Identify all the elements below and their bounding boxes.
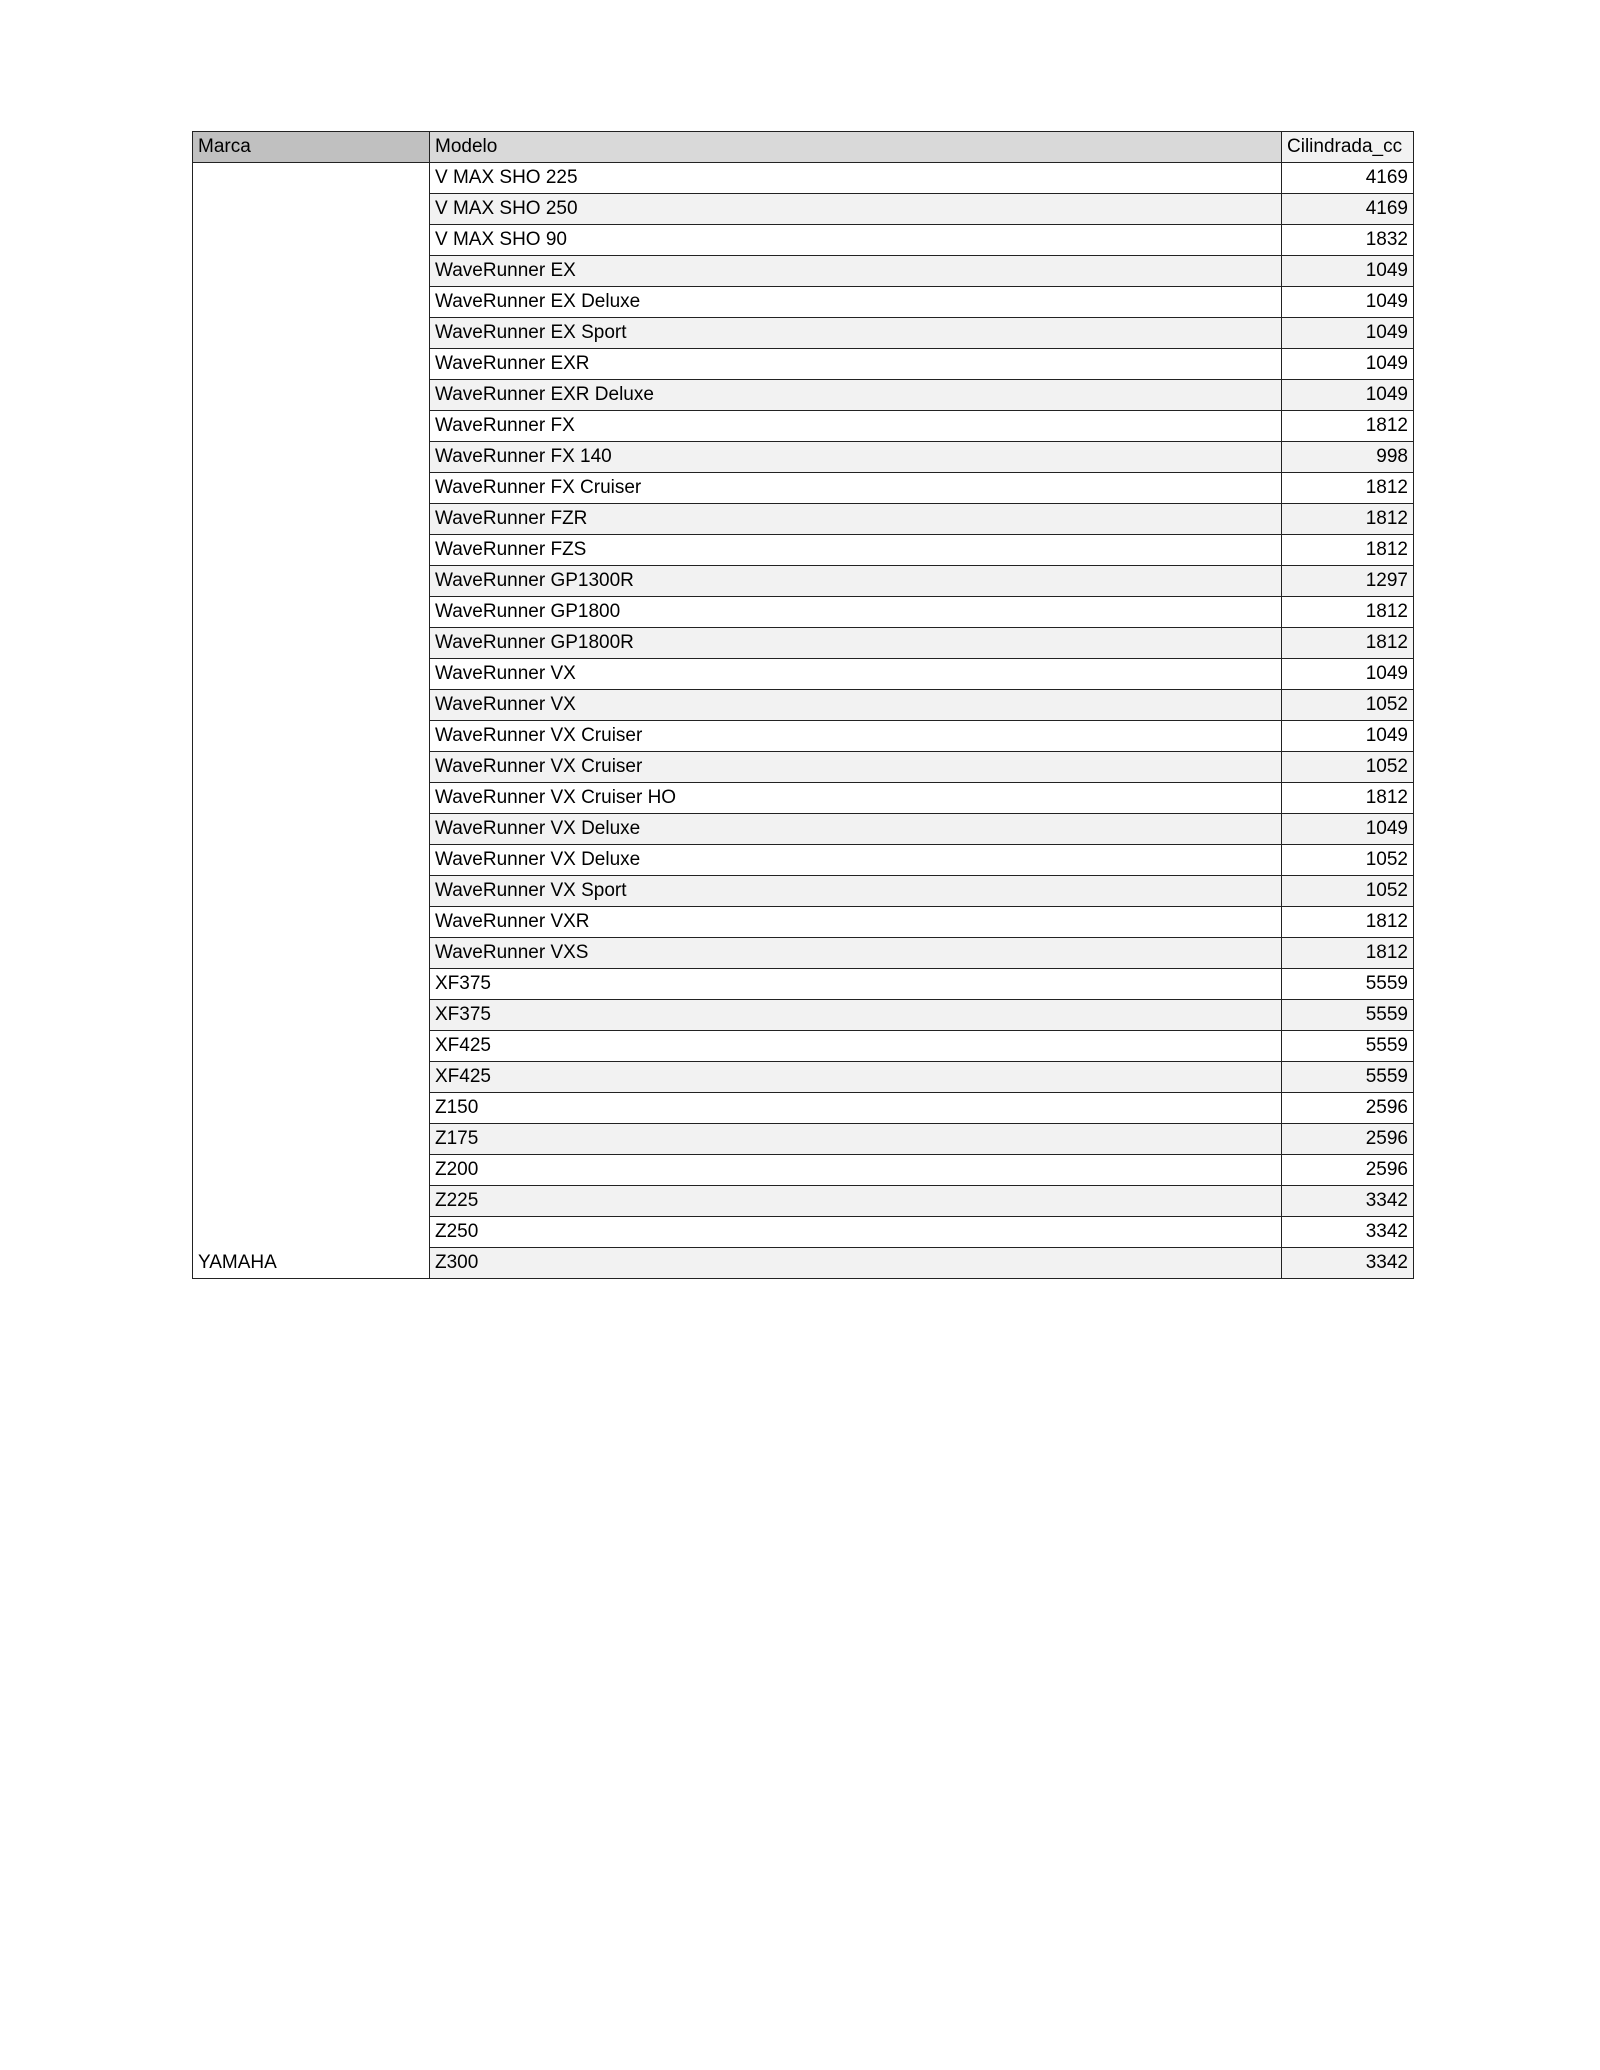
- table-row: [193, 1186, 1414, 1217]
- cell-cilindrada: 5559: [1282, 1031, 1414, 1062]
- cell-modelo: WaveRunner EX Sport: [430, 318, 1282, 349]
- table-row: [193, 1093, 1414, 1124]
- cell-cilindrada: 1049: [1282, 814, 1414, 845]
- cell-modelo: XF375: [430, 969, 1282, 1000]
- cell-marca: [193, 1000, 430, 1031]
- cell-marca: [193, 876, 430, 907]
- cell-modelo: WaveRunner EX: [430, 256, 1282, 287]
- table-row: [193, 411, 1414, 442]
- header-cilindrada: Cilindrada_cc: [1282, 132, 1414, 163]
- cell-cilindrada: 1049: [1282, 256, 1414, 287]
- cell-marca: [193, 318, 430, 349]
- header-modelo: Modelo: [430, 132, 1282, 163]
- cell-modelo: Z300: [430, 1248, 1282, 1279]
- table-row: [193, 1000, 1414, 1031]
- table-row: [193, 876, 1414, 907]
- cell-modelo: XF375: [430, 1000, 1282, 1031]
- cell-cilindrada: 1052: [1282, 876, 1414, 907]
- cell-modelo: XF425: [430, 1031, 1282, 1062]
- cell-modelo: WaveRunner VX Deluxe: [430, 845, 1282, 876]
- cell-cilindrada: 1052: [1282, 690, 1414, 721]
- table-row: [193, 907, 1414, 938]
- cell-marca: [193, 1124, 430, 1155]
- table-row: [193, 1031, 1414, 1062]
- table-row: [193, 473, 1414, 504]
- table-row: [193, 783, 1414, 814]
- cell-cilindrada: 1832: [1282, 225, 1414, 256]
- cell-marca: [193, 721, 430, 752]
- cell-modelo: WaveRunner FX: [430, 411, 1282, 442]
- cell-cilindrada: 1812: [1282, 907, 1414, 938]
- cell-marca: [193, 597, 430, 628]
- cell-modelo: WaveRunner GP1800: [430, 597, 1282, 628]
- table-header: [193, 132, 1414, 163]
- cell-cilindrada: 1049: [1282, 659, 1414, 690]
- cell-modelo: WaveRunner FZS: [430, 535, 1282, 566]
- cell-marca: [193, 256, 430, 287]
- table-row: [193, 628, 1414, 659]
- cell-marca: YAMAHA: [193, 1248, 430, 1279]
- cell-modelo: WaveRunner FZR: [430, 504, 1282, 535]
- table-row: [193, 1062, 1414, 1093]
- cell-modelo: V MAX SHO 225: [430, 163, 1282, 194]
- cell-modelo: WaveRunner VX Cruiser HO: [430, 783, 1282, 814]
- cell-modelo: Z225: [430, 1186, 1282, 1217]
- cell-marca: [193, 442, 430, 473]
- cell-cilindrada: 3342: [1282, 1248, 1414, 1279]
- cell-marca: [193, 783, 430, 814]
- cell-modelo: WaveRunner VX Deluxe: [430, 814, 1282, 845]
- table-row: [193, 969, 1414, 1000]
- cell-modelo: WaveRunner GP1800R: [430, 628, 1282, 659]
- cell-marca: [193, 1093, 430, 1124]
- cell-cilindrada: 1812: [1282, 411, 1414, 442]
- table-row: [193, 1124, 1414, 1155]
- cell-modelo: WaveRunner VX Cruiser: [430, 721, 1282, 752]
- cell-marca: [193, 535, 430, 566]
- cell-marca: [193, 380, 430, 411]
- cell-cilindrada: 3342: [1282, 1217, 1414, 1248]
- cell-cilindrada: 5559: [1282, 1062, 1414, 1093]
- cell-marca: [193, 1062, 430, 1093]
- table-row: [193, 163, 1414, 194]
- table-row: [193, 752, 1414, 783]
- cell-marca: [193, 1031, 430, 1062]
- cell-marca: [193, 1155, 430, 1186]
- table-row: [193, 1155, 1414, 1186]
- table-row: [193, 690, 1414, 721]
- table-row: [193, 597, 1414, 628]
- cell-modelo: WaveRunner EX Deluxe: [430, 287, 1282, 318]
- table-row: [193, 318, 1414, 349]
- table-row: [193, 845, 1414, 876]
- cell-marca: [193, 659, 430, 690]
- cell-cilindrada: 1297: [1282, 566, 1414, 597]
- cell-marca: [193, 225, 430, 256]
- cell-cilindrada: 2596: [1282, 1124, 1414, 1155]
- cell-modelo: Z200: [430, 1155, 1282, 1186]
- cell-cilindrada: 4169: [1282, 163, 1414, 194]
- cell-marca: [193, 163, 430, 194]
- cell-marca: [193, 752, 430, 783]
- cell-cilindrada: 1052: [1282, 845, 1414, 876]
- cell-cilindrada: 3342: [1282, 1186, 1414, 1217]
- table-row: [193, 814, 1414, 845]
- cell-modelo: WaveRunner FX 140: [430, 442, 1282, 473]
- cell-cilindrada: 1812: [1282, 473, 1414, 504]
- cell-cilindrada: 5559: [1282, 1000, 1414, 1031]
- cell-modelo: WaveRunner VXS: [430, 938, 1282, 969]
- cell-marca: [193, 287, 430, 318]
- cell-modelo: WaveRunner GP1300R: [430, 566, 1282, 597]
- cell-cilindrada: 1049: [1282, 318, 1414, 349]
- cell-marca: [193, 628, 430, 659]
- cell-marca: [193, 566, 430, 597]
- table-row: [193, 380, 1414, 411]
- cell-marca: [193, 349, 430, 380]
- table-row: [193, 225, 1414, 256]
- table-row: [193, 938, 1414, 969]
- table-body: [193, 163, 1414, 1279]
- cell-cilindrada: 4169: [1282, 194, 1414, 225]
- cell-modelo: Z150: [430, 1093, 1282, 1124]
- cell-marca: [193, 969, 430, 1000]
- table-row: [193, 287, 1414, 318]
- cell-modelo: V MAX SHO 90: [430, 225, 1282, 256]
- table-row: [193, 659, 1414, 690]
- cell-modelo: XF425: [430, 1062, 1282, 1093]
- cell-marca: [193, 690, 430, 721]
- table-row: [193, 256, 1414, 287]
- cell-cilindrada: 1049: [1282, 380, 1414, 411]
- cell-cilindrada: 1812: [1282, 597, 1414, 628]
- cell-marca: [193, 1186, 430, 1217]
- table-row: [193, 349, 1414, 380]
- cell-cilindrada: 1049: [1282, 349, 1414, 380]
- cell-marca: [193, 938, 430, 969]
- cell-cilindrada: 5559: [1282, 969, 1414, 1000]
- cell-cilindrada: 1812: [1282, 783, 1414, 814]
- cell-modelo: WaveRunner VX Sport: [430, 876, 1282, 907]
- table-row: [193, 504, 1414, 535]
- cell-cilindrada: 1812: [1282, 504, 1414, 535]
- cell-cilindrada: 1812: [1282, 938, 1414, 969]
- cell-cilindrada: 1812: [1282, 628, 1414, 659]
- table-row: [193, 194, 1414, 225]
- table-row: [193, 1248, 1414, 1279]
- cell-modelo: V MAX SHO 250: [430, 194, 1282, 225]
- cell-marca: [193, 845, 430, 876]
- header-row: [193, 132, 1414, 163]
- cell-marca: [193, 194, 430, 225]
- cell-modelo: WaveRunner VX: [430, 690, 1282, 721]
- cell-cilindrada: 998: [1282, 442, 1414, 473]
- cell-cilindrada: 2596: [1282, 1093, 1414, 1124]
- cell-modelo: WaveRunner VXR: [430, 907, 1282, 938]
- cell-modelo: WaveRunner VX: [430, 659, 1282, 690]
- cell-marca: [193, 473, 430, 504]
- cell-cilindrada: 2596: [1282, 1155, 1414, 1186]
- cell-modelo: Z175: [430, 1124, 1282, 1155]
- cell-modelo: WaveRunner VX Cruiser: [430, 752, 1282, 783]
- cell-modelo: WaveRunner EXR: [430, 349, 1282, 380]
- cell-marca: [193, 1217, 430, 1248]
- cell-modelo: WaveRunner FX Cruiser: [430, 473, 1282, 504]
- cell-cilindrada: 1052: [1282, 752, 1414, 783]
- models-table: [192, 131, 1414, 1279]
- table-row: [193, 442, 1414, 473]
- cell-marca: [193, 907, 430, 938]
- cell-marca: [193, 504, 430, 535]
- cell-cilindrada: 1049: [1282, 721, 1414, 752]
- cell-modelo: WaveRunner EXR Deluxe: [430, 380, 1282, 411]
- table-row: [193, 1217, 1414, 1248]
- table-row: [193, 721, 1414, 752]
- table-row: [193, 535, 1414, 566]
- cell-cilindrada: 1812: [1282, 535, 1414, 566]
- cell-cilindrada: 1049: [1282, 287, 1414, 318]
- table-row: [193, 566, 1414, 597]
- header-marca: Marca: [193, 132, 430, 163]
- cell-marca: [193, 814, 430, 845]
- cell-marca: [193, 411, 430, 442]
- cell-modelo: Z250: [430, 1217, 1282, 1248]
